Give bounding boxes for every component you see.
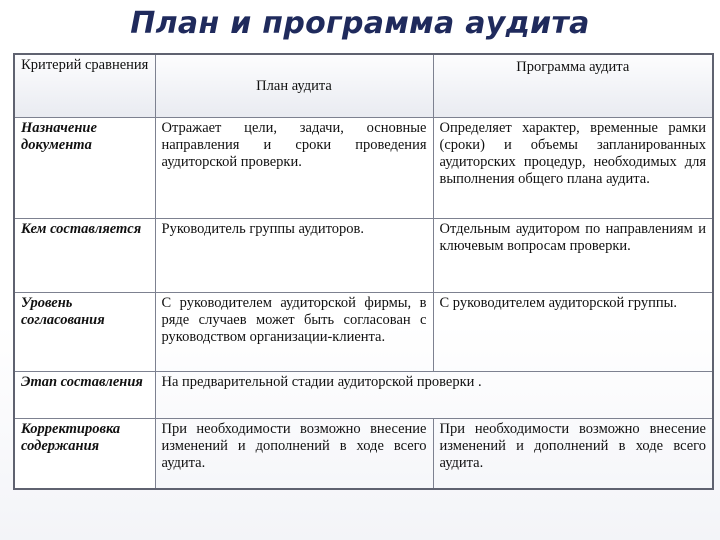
header-criterion: Критерий сравнения xyxy=(14,54,155,118)
row-criterion: Корректировка содержания xyxy=(14,419,155,490)
row-criterion: Этап составления xyxy=(14,372,155,419)
header-plan: План аудита xyxy=(155,54,433,118)
header-program: Программа аудита xyxy=(433,54,713,118)
row-program-cell: При необходимости возможно внесение изменений и дополнений в ходе всего аудита. xyxy=(433,419,713,490)
slide-title: План и программа аудита xyxy=(130,6,590,41)
row-criterion: Назначение документа xyxy=(14,118,155,219)
row-program-cell: С руководителем аудиторской группы. xyxy=(433,293,713,372)
comparison-table xyxy=(13,53,714,490)
table-header-row xyxy=(14,54,713,118)
table-row xyxy=(14,293,713,372)
table-row xyxy=(14,219,713,293)
table-row xyxy=(14,419,713,490)
table-row xyxy=(14,118,713,219)
row-merged-cell: На предварительной стадии аудиторской проверки . xyxy=(155,372,713,419)
row-plan-cell: С руководителем аудиторской фирмы, в ряде случаев может быть согласован с руководством организации-клиента. xyxy=(155,293,433,372)
row-criterion: Кем составляется xyxy=(14,219,155,293)
row-program-cell: Определяет характер, временные рамки (сроки) и объемы запланированных аудиторских процедур, необходимых для выполнения общего плана аудита. xyxy=(433,118,713,219)
row-criterion: Уровень согласования xyxy=(14,293,155,372)
row-plan-cell: Отражает цели, задачи, основные направления и сроки проведения аудиторской проверки. xyxy=(155,118,433,219)
table-row xyxy=(14,372,713,419)
row-program-cell: Отдельным аудитором по направлениям и ключевым вопросам проверки. xyxy=(433,219,713,293)
row-plan-cell: Руководитель группы аудиторов. xyxy=(155,219,433,293)
row-plan-cell: При необходимости возможно внесение изменений и дополнений в ходе всего аудита. xyxy=(155,419,433,490)
